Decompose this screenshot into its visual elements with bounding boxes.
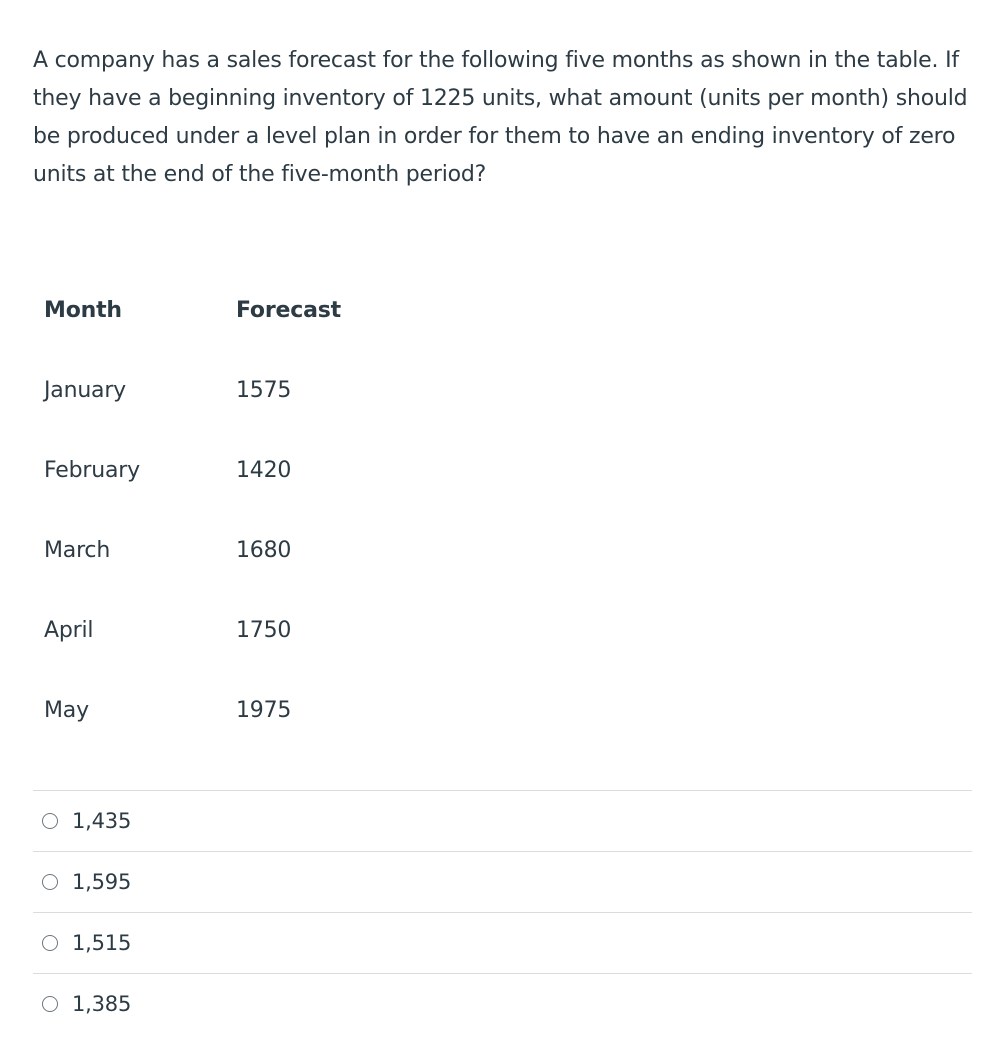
column-header-forecast: Forecast [236,297,341,323]
table-row [33,350,436,430]
question-text: A company has a sales forecast for the following five months as shown in the table. If they have a beginning inventory of 1225 units, what amount (units per month) should be produced under a level plan in order for them to have an ending inventory of zero units at the end of the five-month period? [33,48,968,187]
radio-button[interactable] [42,813,58,829]
month-cell: January [44,377,127,403]
month-cell: April [44,617,94,643]
month-cell: May [44,697,89,723]
table-header-row [33,270,436,350]
forecast-table [33,270,436,750]
column-header-month: Month [44,297,122,323]
answer-option-2[interactable] [33,852,972,913]
month-cell: February [44,457,140,483]
forecast-cell: 1420 [236,457,292,483]
table-row [33,670,436,750]
radio-button[interactable] [42,935,58,951]
question-text-block [33,42,973,194]
radio-button[interactable] [42,996,58,1012]
answer-option-3[interactable] [33,913,972,974]
answer-option-1[interactable] [33,791,972,852]
month-cell: March [44,537,111,563]
answer-options [33,790,972,1034]
answer-label: 1,515 [72,931,132,955]
forecast-cell: 1680 [236,537,292,563]
forecast-cell: 1750 [236,617,292,643]
answer-label: 1,595 [72,870,132,894]
forecast-cell: 1975 [236,697,292,723]
forecast-cell: 1575 [236,377,292,403]
answer-label: 1,435 [72,809,132,833]
answer-label: 1,385 [72,992,132,1016]
answer-option-4[interactable] [33,974,972,1034]
table-row [33,430,436,510]
radio-button[interactable] [42,874,58,890]
table-row [33,590,436,670]
table-row [33,510,436,590]
